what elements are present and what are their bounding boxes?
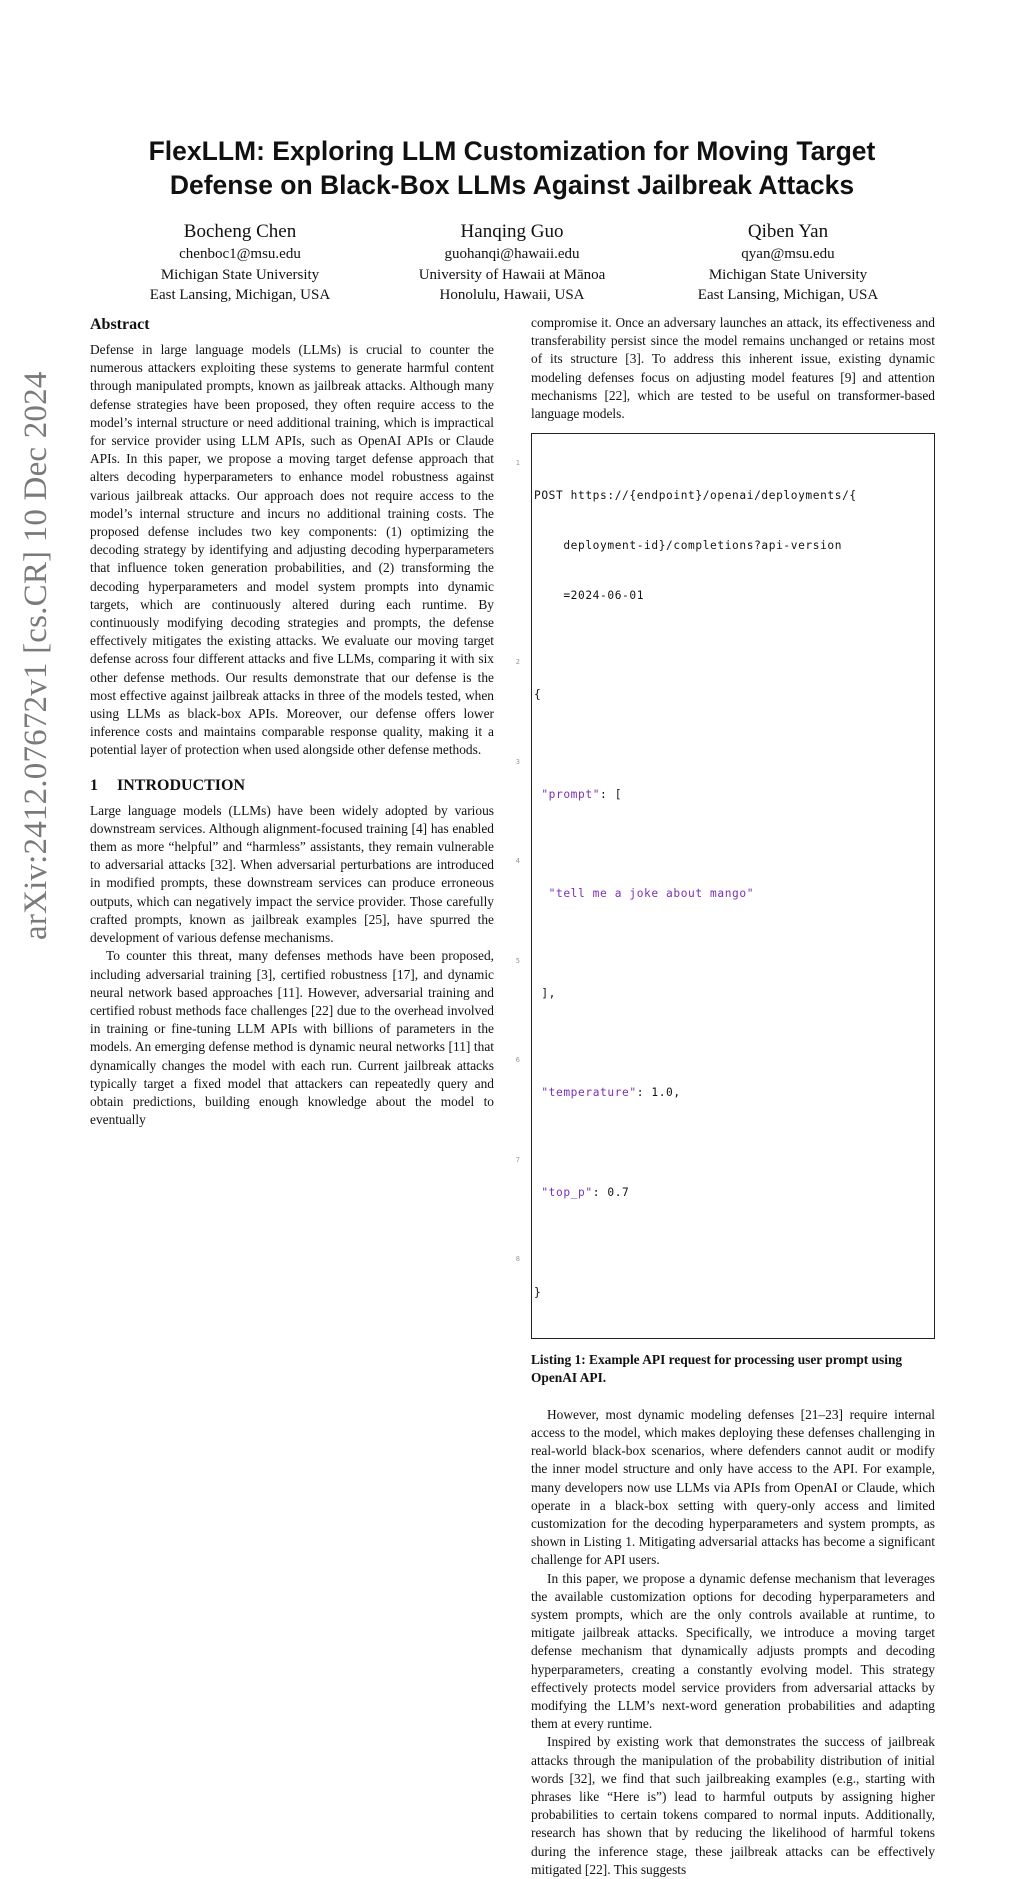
right-paragraph-3: Inspired by existing work that demonstrates the success of jailbreak attacks through the manipulation of the probability distribution of initial words [32], we find that such jailbreaking examples (e.g., starting with phrases like “Here is”) lead to harmful outputs by assigning higher probabilities to certain tokens compared to normal inputs. Additionally, research has shown that by reducing the likelihood of harmful tokens during the inference stage, these jailbreak attacks can be effectively mitigated [22]. This suggests	[531, 1734, 935, 1877]
code-key: "temperature"	[541, 1086, 637, 1100]
author-affiliation: University of Hawaii at Mānoa	[418, 266, 606, 283]
right-paragraph-1: However, most dynamic modeling defenses [21–23] require internal access to the model, which makes deploying these defenses challenging in real-world black-box scenarios, where defenders cannot audit or modify the inner model structure and only have access to the API. For example, many developers now use LLMs via APIs from OpenAI or Claude, which operate in a black-box setting with query-only access and limited customization for the decoding hyperparameters and system prompts, as shown in Listing 1. Mitigating adversarial attacks has become a significant challenge for API users.	[531, 1406, 935, 1568]
code-text	[532, 1185, 926, 1202]
code-string: "tell me a joke about mango"	[548, 887, 755, 901]
code-text: {	[534, 688, 542, 702]
code-text: =2024-06-01	[534, 588, 645, 602]
code-line	[515, 936, 926, 1036]
code-key: "top_p"	[541, 1185, 593, 1199]
author-email: qyan@msu.edu	[741, 246, 835, 262]
intro-paragraph-1: Large language models (LLMs) have been widely adopted by various downstream services. Although alignment-focused training [4] has enabled them as more “helpful” and “harmless” assistants, they remain vulnerable to adversarial attacks [32]. When adversarial perturbations are introduced in modified prompts, these downstream services can produce erroneous outputs, which can negatively impact the service provider. Those carefully crafted prompts, known as jailbreak examples [25], have spurred the development of various defense mechanisms.	[90, 802, 494, 946]
code-text: POST https://{endpoint}/openai/deployments/{	[534, 489, 857, 502]
author-1	[90, 220, 390, 306]
line-number: 5	[515, 956, 520, 965]
paper-title-line-1: FlexLLM: Exploring LLM Customization for Moving Target	[148, 136, 876, 166]
line-number: 7	[515, 1155, 520, 1164]
paper-title-line-2: Defense on Black-Box LLMs Against Jailbreak Attacks	[169, 170, 855, 200]
author-2	[362, 220, 662, 306]
author-email: chenboc1@msu.edu	[179, 246, 301, 262]
left-column	[90, 314, 494, 1129]
author-location: Honolulu, Hawaii, USA	[439, 287, 585, 303]
code-punct: : 0.7	[592, 1185, 630, 1199]
line-number: 8	[515, 1255, 520, 1264]
author-affiliation: Michigan State University	[708, 266, 868, 283]
line-number: 6	[515, 1056, 520, 1065]
code-line	[515, 1135, 926, 1235]
author-name: Qiben Yan	[747, 221, 829, 242]
code-line	[515, 836, 926, 936]
code-text: ],	[534, 986, 557, 1000]
code-punct: : [	[600, 787, 623, 801]
author-location: East Lansing, Michigan, USA	[149, 287, 331, 303]
right-paragraph-2: In this paper, we propose a dynamic defense mechanism that leverages the available customization options for decoding hyperparameters and system prompts, which are the only controls available at runtime, to mitigate jailbreak attacks. Specifically, we introduce a moving target defense mechanism that dynamically adjusts prompts and decoding hyperparameters, creating a constantly evolving model. This strategy effectively protects model service providers from adversarial attacks by modifying the LLM’s next-word generation probabilities and adapting them at every runtime.	[531, 1570, 935, 1732]
code-line	[515, 737, 926, 837]
author-name: Bocheng Chen	[183, 221, 297, 242]
code-line	[515, 438, 926, 637]
code-punct: : 1.0,	[636, 1086, 681, 1100]
line-number: 1	[515, 458, 520, 467]
line-number: 3	[515, 757, 520, 766]
code-line	[515, 1036, 926, 1136]
right-column	[515, 314, 935, 1879]
author-name: Hanqing Guo	[460, 221, 564, 242]
section-number: 1	[90, 776, 98, 794]
code-line	[515, 637, 926, 737]
code-text	[532, 1085, 926, 1102]
code-text	[532, 886, 926, 903]
arxiv-identifier-stamp: arXiv:2412.07672v1 [cs.CR] 10 Dec 2024	[18, 371, 54, 940]
author-affiliation: Michigan State University	[160, 266, 320, 283]
line-number: 2	[515, 657, 520, 666]
listing-caption: Listing 1: Example API request for processing user prompt using OpenAI API.	[531, 1352, 903, 1386]
code-line	[515, 1235, 926, 1335]
abstract-heading: Abstract	[90, 316, 150, 333]
abstract-text: Defense in large language models (LLMs) is crucial to counter the numerous attackers exploiting these systems to generate harmful content through manipulated prompts, known as jailbreak attacks. Although many defense strategies have been proposed, they often require access to the model’s internal structure or need additional training, which is impractical for service provider using LLM APIs, such as OpenAI APIs or Claude APIs. In this paper, we propose a moving target defense approach that alters decoding hyperparameters to enhance model robustness against various jailbreak attacks. Our approach does not require access to the model’s internal structure and incurs no additional training costs. The proposed defense includes two key components: (1) optimizing the decoding strategy by identifying and adjusting decoding hyperparameters that influence token generation probabilities, and (2) transforming the decoding hyperparameters and model system prompts into dynamic targets, which are continuously altered during each runtime. By continuously modifying decoding strategies and prompts, the defense effectively mitigates the existing attacks. We evaluate our moving target defense across four different attacks and five LLMs, comparing it with six other defense methods. Our results demonstrate that our defense is the most effective against jailbreak attacks in three of the models tested, when using LLMs as black-box APIs. Moreover, our defense offers lower inference costs and maintains comparable response quality, making it a potential layer of protection when used alongside other defense methods.	[90, 342, 494, 758]
code-listing	[515, 433, 935, 1339]
author-email: guohanqi@hawaii.edu	[444, 246, 580, 262]
right-paragraph-continued: compromise it. Once an adversary launches an attack, its effectiveness and transferability persist since the model remains unchanged or retains most of its structure [3]. To address this inherent issue, existing dynamic modeling defenses focus on adjusting model features [9] and attention mechanisms [22], which are tested to be useful on transformer-based language models.	[531, 315, 935, 422]
section-heading-introduction	[90, 775, 494, 797]
code-key: "prompt"	[541, 787, 601, 801]
line-number: 4	[515, 857, 520, 866]
intro-paragraph-2: To counter this threat, many defenses methods have been proposed, including adversarial training [3], certified robustness [17], and dynamic neural network based approaches [11]. However, adversarial training and certified robust methods face challenges [22] due to the overhead involved in training or fine-tuning LLM APIs with billions of parameters in the models. An emerging defense method is dynamic neural networks [11] that dynamically changes the model with each run. Current jailbreak attacks typically target a fixed model that attackers can repeatedly query and obtain predictions, building enough knowledge about the model to eventually	[90, 948, 494, 1128]
author-3	[638, 220, 938, 306]
code-text	[532, 787, 926, 804]
section-title: INTRODUCTION	[117, 776, 246, 794]
author-block	[90, 220, 934, 306]
author-location: East Lansing, Michigan, USA	[697, 287, 879, 303]
code-text: }	[534, 1285, 542, 1299]
code-text: deployment-id}/completions?api-version	[534, 538, 843, 552]
paper-title	[110, 134, 914, 202]
